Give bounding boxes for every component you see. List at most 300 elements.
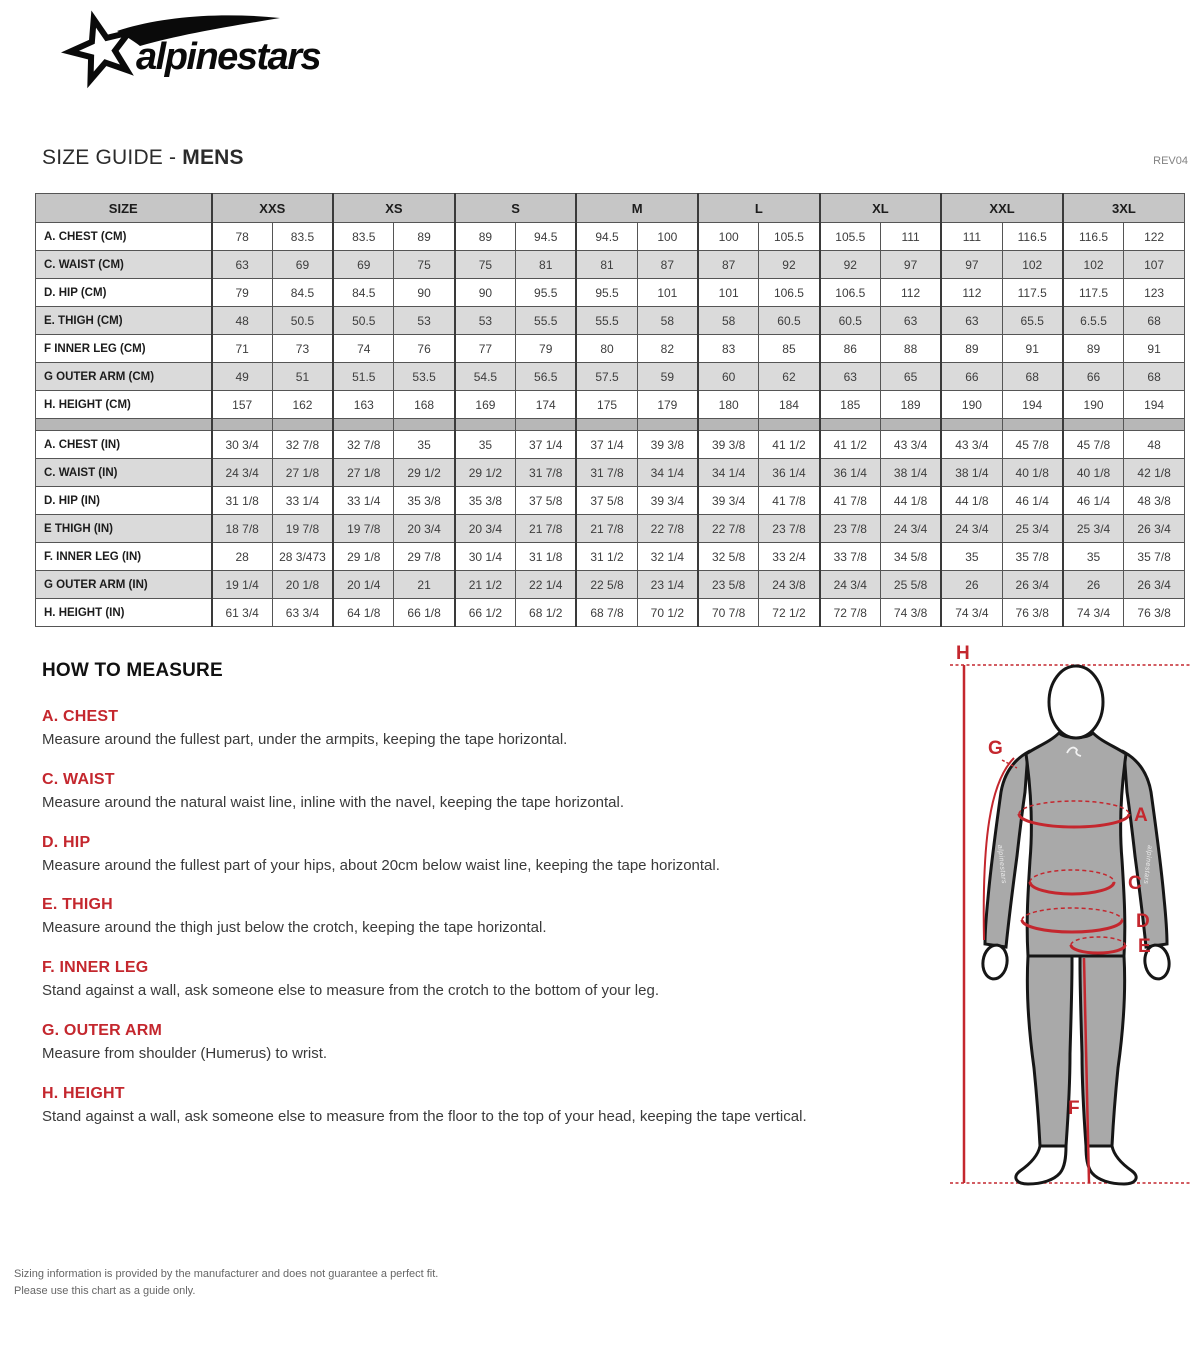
table-cell: 32 1/4 [637,543,698,571]
measure-section-text: Stand against a wall, ask someone else to measure from the crotch to the bottom of your leg. [42,982,659,999]
table-row [36,251,1185,279]
table-cell: 66 [1063,363,1124,391]
table-cell: 19 7/8 [333,515,394,543]
table-row [36,599,1185,627]
table-row [36,335,1185,363]
left-foot [1016,1146,1066,1184]
table-cell: 26 3/4 [1124,515,1185,543]
table-cell: 24 3/4 [941,515,1002,543]
table-cell: 45 7/8 [1002,431,1063,459]
separator-cell [36,419,212,431]
table-cell: 59 [637,363,698,391]
table-cell: 60.5 [820,307,881,335]
table-cell: 77 [455,335,516,363]
separator-cell [820,419,881,431]
table-cell: 69 [333,251,394,279]
table-cell: 41 1/2 [759,431,820,459]
table-cell: 61 3/4 [212,599,273,627]
table-cell: 33 7/8 [820,543,881,571]
table-cell: 48 [1124,431,1185,459]
disclaimer-line-2: Please use this chart as a guide only. [14,1285,196,1298]
table-cell: 90 [455,279,516,307]
table-row [36,571,1185,599]
table-cell: 100 [698,223,759,251]
table-cell: 38 1/4 [941,459,1002,487]
table-cell: 70 1/2 [637,599,698,627]
table-cell: 38 1/4 [880,459,941,487]
table-cell: 69 [272,251,333,279]
table-cell: 35 [941,543,1002,571]
table-cell: 74 3/4 [941,599,1002,627]
measure-section [42,1085,922,1127]
table-cell: 100 [637,223,698,251]
page-title-gender: MENS [182,146,244,169]
table-cell: 68 [1124,307,1185,335]
table-cell: 23 5/8 [698,571,759,599]
table-cell: 157 [212,391,273,419]
table-cell: 86 [820,335,881,363]
table-cell: 36 1/4 [820,459,881,487]
table-cell: 66 1/8 [394,599,455,627]
table-cell: 20 3/4 [394,515,455,543]
separator-cell [1063,419,1124,431]
separator-cell [516,419,577,431]
how-to-measure-section [42,660,922,1147]
table-cell: 21 7/8 [576,515,637,543]
measure-section [42,959,922,1001]
table-cell: 91 [1124,335,1185,363]
table-cell: 87 [698,251,759,279]
table-cell: 168 [394,391,455,419]
table-cell: 92 [820,251,881,279]
table-cell: 20 1/8 [272,571,333,599]
table-cell: 25 5/8 [880,571,941,599]
measure-section-text: Measure around the fullest part of your hips, about 20cm below waist line, keeping the tape horizontal. [42,856,720,874]
table-cell: 27 1/8 [272,459,333,487]
table-cell: 45 7/8 [1063,431,1124,459]
size-table [35,193,1185,627]
right-arm-logo-text: alpinestars [1141,844,1153,885]
table-cell: 66 1/2 [455,599,516,627]
table-cell: 75 [394,251,455,279]
table-cell: 68 1/2 [516,599,577,627]
table-cell: 79 [516,335,577,363]
table-cell: 26 [941,571,1002,599]
left-hand [981,943,1009,980]
measure-section-title: F. INNER LEG [42,959,149,976]
table-cell: 169 [455,391,516,419]
measure-section-text: Measure from shoulder (Humerus) to wrist. [42,1044,328,1062]
table-cell: 19 7/8 [272,515,333,543]
table-cell: 123 [1124,279,1185,307]
table-cell: 37 1/4 [576,431,637,459]
measure-section-title: D. HIP [42,833,91,851]
table-cell: 39 3/4 [637,487,698,515]
row-label: F INNER LEG (CM) [36,335,212,363]
table-cell: 24 3/4 [820,571,881,599]
table-cell: 44 1/8 [880,487,941,515]
table-cell: 34 1/4 [637,459,698,487]
table-cell: 83.5 [272,223,333,251]
table-cell: 68 7/8 [576,599,637,627]
table-cell: 66 [941,363,1002,391]
table-cell: 194 [1124,391,1185,419]
table-cell: 31 7/8 [576,459,637,487]
table-cell: 27 1/8 [333,459,394,487]
table-cell: 72 1/2 [759,599,820,627]
table-cell: 163 [333,391,394,419]
row-label: H. HEIGHT (IN) [36,599,212,627]
table-row [36,431,1185,459]
table-cell: 85 [759,335,820,363]
separator-cell [212,419,273,431]
row-label: D. HIP (IN) [36,487,212,515]
table-cell: 74 [333,335,394,363]
table-cell: 162 [272,391,333,419]
table-cell: 53 [455,307,516,335]
table-cell: 46 1/4 [1002,487,1063,515]
separator-cell [880,419,941,431]
table-cell: 58 [698,307,759,335]
table-cell: 35 7/8 [1002,543,1063,571]
table-cell: 116.5 [1063,223,1124,251]
table-cell: 53 [394,307,455,335]
table-cell: 50.5 [272,307,333,335]
table-cell: 190 [1063,391,1124,419]
table-cell: 22 7/8 [637,515,698,543]
measure-section-title: C. WAIST [42,770,115,788]
table-row [36,279,1185,307]
table-cell: 48 3/8 [1124,487,1185,515]
table-cell: 39 3/4 [698,487,759,515]
table-cell: 101 [637,279,698,307]
measure-section [42,834,922,876]
disclaimer-line-1: Sizing information is provided by the manufacturer and does not guarantee a perfect fit. [14,1268,439,1280]
table-cell: 184 [759,391,820,419]
table-cell: 31 1/8 [212,487,273,515]
table-cell: 73 [272,335,333,363]
measure-section-title: A. CHEST [42,708,119,725]
table-cell: 63 [820,363,881,391]
table-cell: 95.5 [576,279,637,307]
table-row [36,487,1185,515]
table-cell: 63 3/4 [272,599,333,627]
table-cell: 20 3/4 [455,515,516,543]
table-cell: 24 3/4 [880,515,941,543]
table-cell: 105.5 [759,223,820,251]
table-cell: 102 [1002,251,1063,279]
size-header-m: M [576,194,698,223]
row-label: G OUTER ARM (IN) [36,571,212,599]
table-cell: 180 [698,391,759,419]
size-header-xxs: XXS [212,194,334,223]
table-cell: 29 1/2 [455,459,516,487]
table-cell: 117.5 [1002,279,1063,307]
measure-section-title: H. HEIGHT [42,1084,125,1102]
table-cell: 24 3/8 [759,571,820,599]
table-cell: 122 [1124,223,1185,251]
table-cell: 53.5 [394,363,455,391]
row-label: A. CHEST (IN) [36,431,212,459]
label-thigh: E [1138,936,1151,957]
section-separator [36,419,1185,431]
table-row [36,223,1185,251]
table-cell: 35 7/8 [1124,543,1185,571]
table-cell: 25 3/4 [1063,515,1124,543]
table-cell: 89 [455,223,516,251]
table-cell: 72 7/8 [820,599,881,627]
separator-cell [1124,419,1185,431]
measure-section-title: E. THIGH [42,896,113,914]
table-cell: 32 7/8 [272,431,333,459]
table-cell: 106.5 [759,279,820,307]
table-cell: 35 3/8 [455,487,516,515]
table-cell: 111 [880,223,941,251]
table-cell: 94.5 [576,223,637,251]
separator-cell [455,419,516,431]
table-cell: 32 7/8 [333,431,394,459]
table-cell: 34 1/4 [698,459,759,487]
table-cell: 79 [212,279,273,307]
table-cell: 48 [212,307,273,335]
table-cell: 88 [880,335,941,363]
table-cell: 74 3/4 [1063,599,1124,627]
table-cell: 22 5/8 [576,571,637,599]
table-cell: 94.5 [516,223,577,251]
row-label: A. CHEST (CM) [36,223,212,251]
table-cell: 64 1/8 [333,599,394,627]
table-cell: 58 [637,307,698,335]
table-cell: 63 [880,307,941,335]
separator-cell [576,419,637,431]
logo-wordmark: alpinestars [136,36,321,78]
table-cell: 41 1/2 [820,431,881,459]
table-cell: 18 7/8 [212,515,273,543]
table-cell: 26 [1063,571,1124,599]
label-chest: A [1134,805,1148,826]
table-cell: 26 3/4 [1124,571,1185,599]
row-label: H. HEIGHT (CM) [36,391,212,419]
table-cell: 80 [576,335,637,363]
separator-cell [637,419,698,431]
table-cell: 39 3/8 [637,431,698,459]
table-cell: 30 3/4 [212,431,273,459]
table-cell: 71 [212,335,273,363]
table-cell: 35 [455,431,516,459]
table-cell: 175 [576,391,637,419]
row-label: E THIGH (IN) [36,515,212,543]
footer-disclaimer [14,1266,438,1300]
table-cell: 75 [455,251,516,279]
row-label: F. INNER LEG (IN) [36,543,212,571]
size-column-header: SIZE [36,194,212,223]
table-cell: 29 7/8 [394,543,455,571]
table-cell: 25 3/4 [1002,515,1063,543]
table-cell: 91 [1002,335,1063,363]
table-cell: 81 [576,251,637,279]
page-title [42,146,244,170]
table-cell: 55.5 [576,307,637,335]
table-cell: 22 7/8 [698,515,759,543]
table-cell: 112 [941,279,1002,307]
table-cell: 24 3/4 [212,459,273,487]
table-cell: 54.5 [455,363,516,391]
table-cell: 97 [941,251,1002,279]
table-cell: 89 [1063,335,1124,363]
measure-instructions [42,708,922,1126]
revision-label: REV04 [1153,155,1188,167]
size-header-s: S [455,194,577,223]
table-row [36,515,1185,543]
size-header-l: L [698,194,820,223]
table-cell: 36 1/4 [759,459,820,487]
table-cell: 190 [941,391,1002,419]
table-cell: 185 [820,391,881,419]
table-cell: 65 [880,363,941,391]
table-cell: 83.5 [333,223,394,251]
measure-section [42,771,922,813]
table-cell: 6.5.5 [1063,307,1124,335]
alpinestars-logo [22,6,322,92]
table-cell: 21 7/8 [516,515,577,543]
table-cell: 33 1/4 [333,487,394,515]
table-cell: 97 [880,251,941,279]
head [1049,666,1103,738]
table-cell: 68 [1002,363,1063,391]
table-cell: 111 [941,223,1002,251]
separator-cell [394,419,455,431]
torso [1026,733,1126,956]
left-leg [1027,956,1072,1146]
size-header-xxl: XXL [941,194,1063,223]
table-cell: 35 3/8 [394,487,455,515]
table-cell: 20 1/4 [333,571,394,599]
table-cell: 81 [516,251,577,279]
separator-cell [333,419,394,431]
left-arm [985,752,1028,947]
table-cell: 107 [1124,251,1185,279]
table-cell: 39 3/8 [698,431,759,459]
table-row [36,543,1185,571]
table-cell: 194 [1002,391,1063,419]
table-cell: 189 [880,391,941,419]
table-cell: 41 7/8 [820,487,881,515]
separator-cell [1002,419,1063,431]
table-cell: 112 [880,279,941,307]
table-cell: 60.5 [759,307,820,335]
size-header-xs: XS [333,194,455,223]
table-cell: 78 [212,223,273,251]
table-cell: 49 [212,363,273,391]
table-cell: 76 3/8 [1124,599,1185,627]
table-cell: 31 7/8 [516,459,577,487]
measure-section-text: Measure around the natural waist line, inline with the navel, keeping the tape horizontal. [42,793,625,811]
table-cell: 105.5 [820,223,881,251]
how-to-measure-heading: HOW TO MEASURE [42,660,223,681]
table-cell: 33 1/4 [272,487,333,515]
table-cell: 179 [637,391,698,419]
separator-cell [941,419,1002,431]
measure-section-text: Measure around the thigh just below the crotch, keeping the tape horizontal. [42,919,547,937]
size-header-row [36,194,1185,223]
table-cell: 40 1/8 [1002,459,1063,487]
table-row [36,391,1185,419]
table-cell: 87 [637,251,698,279]
table-cell: 106.5 [820,279,881,307]
table-cell: 56.5 [516,363,577,391]
body-diagram [938,640,1200,1215]
table-cell: 50.5 [333,307,394,335]
table-cell: 37 1/4 [516,431,577,459]
alpinestars-star-icon [22,6,322,92]
size-header-xl: XL [820,194,942,223]
right-foot [1086,1146,1136,1184]
table-cell: 76 [394,335,455,363]
table-cell: 62 [759,363,820,391]
table-cell: 46 1/4 [1063,487,1124,515]
separator-cell [759,419,820,431]
logo-star [70,19,129,80]
table-cell: 116.5 [1002,223,1063,251]
table-cell: 31 1/2 [576,543,637,571]
table-cell: 37 5/8 [576,487,637,515]
table-cell: 76 3/8 [1002,599,1063,627]
table-cell: 174 [516,391,577,419]
left-arm-logo-text: alpinestars [996,844,1008,885]
measure-section [42,1022,922,1064]
table-cell: 35 [1063,543,1124,571]
table-cell: 89 [941,335,1002,363]
table-row [36,363,1185,391]
table-cell: 40 1/8 [1063,459,1124,487]
table-cell: 63 [941,307,1002,335]
measure-section-text: Measure around the fullest part, under the armpits, keeping the tape horizontal. [42,731,568,748]
table-cell: 29 1/8 [333,543,394,571]
page-title-prefix: SIZE GUIDE - [42,146,183,169]
table-cell: 68 [1124,363,1185,391]
row-label: C. WAIST (CM) [36,251,212,279]
label-inner-leg: F [1068,1098,1080,1119]
table-cell: 74 3/8 [880,599,941,627]
label-hip: D [1136,911,1150,932]
table-cell: 42 1/8 [1124,459,1185,487]
table-row [36,307,1185,335]
table-cell: 31 1/8 [516,543,577,571]
size-header-3xl: 3XL [1063,194,1185,223]
table-cell: 28 3/473 [272,543,333,571]
measure-section-title: G. OUTER ARM [42,1021,163,1039]
label-height: H [956,643,970,664]
label-waist: C [1128,873,1142,894]
table-cell: 92 [759,251,820,279]
separator-cell [698,419,759,431]
row-label: G OUTER ARM (CM) [36,363,212,391]
table-cell: 19 1/4 [212,571,273,599]
table-cell: 101 [698,279,759,307]
table-cell: 63 [212,251,273,279]
table-cell: 43 3/4 [880,431,941,459]
table-cell: 57.5 [576,363,637,391]
table-cell: 43 3/4 [941,431,1002,459]
table-cell: 22 1/4 [516,571,577,599]
table-cell: 84.5 [333,279,394,307]
table-cell: 65.5 [1002,307,1063,335]
table-cell: 89 [394,223,455,251]
table-cell: 84.5 [272,279,333,307]
table-cell: 55.5 [516,307,577,335]
table-cell: 23 7/8 [759,515,820,543]
table-cell: 34 5/8 [880,543,941,571]
